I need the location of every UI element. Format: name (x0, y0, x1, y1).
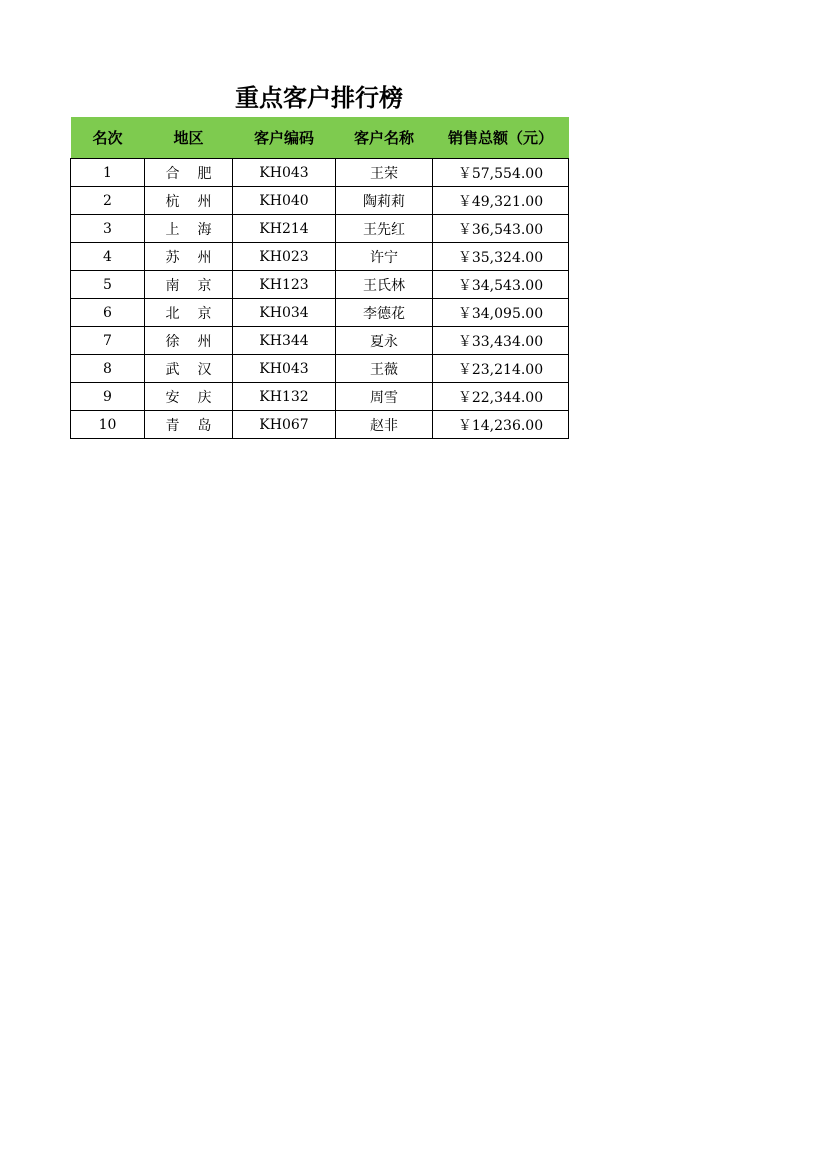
sales-total-cell: ￥34,095.00 (433, 299, 569, 327)
region-cell: 安庆 (145, 383, 233, 411)
rank-cell: 9 (71, 383, 145, 411)
customer-code-cell: KH132 (233, 383, 336, 411)
region-cell: 合肥 (145, 159, 233, 187)
rank-cell: 2 (71, 187, 145, 215)
rank-cell: 6 (71, 299, 145, 327)
rank-cell: 1 (71, 159, 145, 187)
customer-name-cell: 王氏林 (336, 271, 433, 299)
rank-cell: 7 (71, 327, 145, 355)
sales-total-cell: ￥14,236.00 (433, 411, 569, 439)
rank-cell: 8 (71, 355, 145, 383)
page-title: 重点客户排行榜 (235, 84, 403, 112)
region-cell: 苏州 (145, 243, 233, 271)
sales-total-cell: ￥57,554.00 (433, 159, 569, 187)
sales-total-cell: ￥36,543.00 (433, 215, 569, 243)
header-customer-code: 客户编码 (233, 117, 336, 159)
rank-cell: 3 (71, 215, 145, 243)
sales-total-cell: ￥49,321.00 (433, 187, 569, 215)
customer-code-cell: KH040 (233, 187, 336, 215)
rank-cell: 10 (71, 411, 145, 439)
customer-code-cell: KH214 (233, 215, 336, 243)
table-row (71, 299, 569, 327)
customer-name-cell: 周雪 (336, 383, 433, 411)
region-cell: 武汉 (145, 355, 233, 383)
region-cell: 杭州 (145, 187, 233, 215)
customer-name-cell: 李德花 (336, 299, 433, 327)
customer-code-cell: KH023 (233, 243, 336, 271)
rank-cell: 4 (71, 243, 145, 271)
region-cell: 上海 (145, 215, 233, 243)
sales-total-cell: ￥23,214.00 (433, 355, 569, 383)
table-header-row (71, 117, 569, 159)
customer-code-cell: KH123 (233, 271, 336, 299)
customer-name-cell: 王先红 (336, 215, 433, 243)
table-row (71, 215, 569, 243)
customer-code-cell: KH034 (233, 299, 336, 327)
customer-name-cell: 许宁 (336, 243, 433, 271)
table-row (71, 159, 569, 187)
region-cell: 青岛 (145, 411, 233, 439)
region-cell: 南京 (145, 271, 233, 299)
customer-name-cell: 王薇 (336, 355, 433, 383)
sales-total-cell: ￥34,543.00 (433, 271, 569, 299)
table-row (71, 355, 569, 383)
region-cell: 徐州 (145, 327, 233, 355)
customer-ranking-table (70, 117, 569, 439)
customer-code-cell: KH067 (233, 411, 336, 439)
rank-cell: 5 (71, 271, 145, 299)
header-sales-total: 销售总额（元） (433, 117, 569, 159)
table-row (71, 327, 569, 355)
customer-name-cell: 王荣 (336, 159, 433, 187)
table-row (71, 411, 569, 439)
table-row (71, 243, 569, 271)
customer-name-cell: 夏永 (336, 327, 433, 355)
customer-code-cell: KH043 (233, 355, 336, 383)
header-rank: 名次 (71, 117, 145, 159)
header-customer-name: 客户名称 (336, 117, 433, 159)
sales-total-cell: ￥22,344.00 (433, 383, 569, 411)
sales-total-cell: ￥35,324.00 (433, 243, 569, 271)
customer-code-cell: KH344 (233, 327, 336, 355)
header-region: 地区 (145, 117, 233, 159)
table-row (71, 271, 569, 299)
table-body (71, 159, 569, 439)
customer-name-cell: 赵非 (336, 411, 433, 439)
table-row (71, 187, 569, 215)
sales-total-cell: ￥33,434.00 (433, 327, 569, 355)
table-row (71, 383, 569, 411)
region-cell: 北京 (145, 299, 233, 327)
customer-name-cell: 陶莉莉 (336, 187, 433, 215)
customer-code-cell: KH043 (233, 159, 336, 187)
